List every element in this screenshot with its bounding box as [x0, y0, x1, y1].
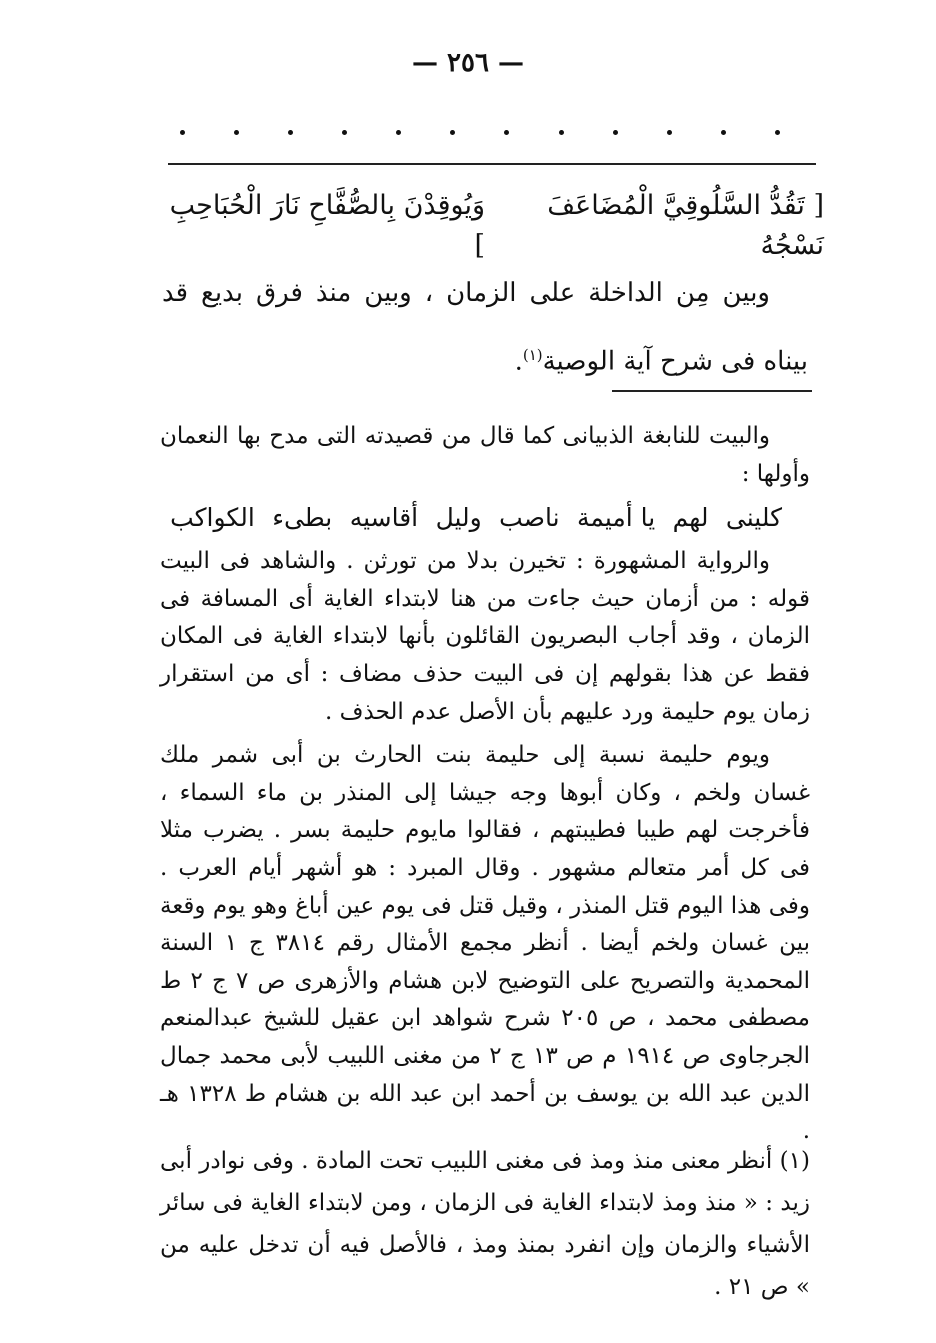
- footnote-paragraph: [160, 1140, 810, 1308]
- top-rule: [168, 163, 816, 165]
- separator-dot: [234, 130, 239, 135]
- separator-dot: [288, 130, 293, 135]
- poem-line: [160, 493, 810, 543]
- verse-second-hemistich: وَيُوقِدْنَ بِالصُّفَّاحِ نَارَ الْحُبَاحِبِ ]: [169, 190, 486, 261]
- poem-word: بطىء: [272, 503, 333, 533]
- footnote-reference[interactable]: (١): [522, 346, 543, 364]
- separator-dot: [504, 130, 509, 135]
- separator-dot: [559, 130, 564, 135]
- separator-dot: [342, 130, 347, 135]
- poem-word: الكواكب: [170, 503, 255, 533]
- main-paragraph: [162, 262, 808, 393]
- separator-dot: [450, 130, 455, 135]
- separator-dot: [180, 130, 185, 135]
- poem-word: كلينى: [725, 503, 782, 533]
- poem-word: ناصب: [499, 503, 560, 533]
- notes-riwaya: والرواية المشهورة : تخيرن بدلا من تورثن . والشاهد فى البيت قوله : من أزمان حيث جاءت من هنا لابتداء الغاية أى المسافة فى الزمان ، وقد أجاب البصريون القائلون بأنها لابتداء الغاية فى المكان فقط عن هذا بقولهم إن فى البيت حذف مضاف : أى من استقرار زمان يوم حليمة ورد عليهم بأن الأصل عدم الحذف .: [160, 548, 810, 725]
- separator-dot: [667, 130, 672, 135]
- poem-word: لهم: [672, 503, 709, 533]
- separator-dot: [775, 130, 780, 135]
- notes-intro: والبيت للنابغة الذبيانى كما قال من قصيدته التى مدح بها النعمان وأولها :: [160, 423, 810, 487]
- notes-section: [160, 418, 810, 1151]
- separator-dot: [721, 130, 726, 135]
- main-paragraph-end: .: [514, 346, 523, 377]
- separator-dot: [613, 130, 618, 135]
- verse-first-hemistich: [ تَقُدُّ السَّلُوقِيَّ الْمُضَاعَفَ نَسْجُهُ: [547, 190, 824, 261]
- footnote-marker: (١): [779, 1148, 810, 1174]
- notes-halima: ويوم حليمة نسبة إلى حليمة بنت الحارث بن أبى شمر ملك غسان ولخم ، وكان أبوها وجه جيشا إلى المنذر بن ماء السماء ، فأخرجت لهم طيبا فطيبتهم ، فقالوا مايوم حليمة بسر . يضرب مثلا فى كل أمر متعالم مشهور . وقال المبرد : هو أشهر أيام العرب . وفى هذا اليوم قتل المنذر ، وقيل قتل فى يوم عين أباغ وهو يوم وقعة بين غسان ولخم أيضا . أنظر مجمع الأمثال رقم ٣٨١٤ ج ١ السنة المحمدية والتصريح على التوضيح لابن هشام والأزهرى ص ٧ ج ٢ ط مصطفى محمد ، ص ٢٠٥ شرح شواهد ابن عقيل للشيخ عبدالمنعم الجرجاوى ص ١٩١٤ م ص ١٣ ج ٢ من مغنى اللبيب لأبى محمد جمال الدين عبد الله بن يوسف بن أحمد ابن عبد الله بن هشام ط ١٣٢٨ هـ .: [160, 742, 811, 1145]
- main-paragraph-text: وبين مِن الداخلة على الزمان ، وبين منذ فرق بديع قد بيناه فى شرح آية الوصية: [162, 278, 808, 377]
- footnote-text: أنظر معنى منذ ومذ فى مغنى اللبيب تحت المادة . وفى نوادر أبى زيد : « منذ ومذ لابتداء الغاية فى الزمان ، ومن لابتداء الغاية فى سائر الأشياء والزمان وإن انفرد بمنذ ومذ ، فالأصل فيه أن تدخل عليه من » ص ٢١ .: [160, 1148, 810, 1300]
- separator-dot: [396, 130, 401, 135]
- poem-word: يا أميمة: [576, 503, 656, 533]
- notes-rule: [612, 390, 812, 392]
- page-number: — ٢٥٦ —: [411, 48, 525, 78]
- main-text: [162, 262, 808, 393]
- poem-word: وليل: [435, 503, 482, 533]
- verse-line: [160, 186, 824, 266]
- poem-word: أقاسيه: [349, 503, 419, 533]
- dotted-separator: [180, 130, 780, 135]
- footnote: [160, 1140, 810, 1308]
